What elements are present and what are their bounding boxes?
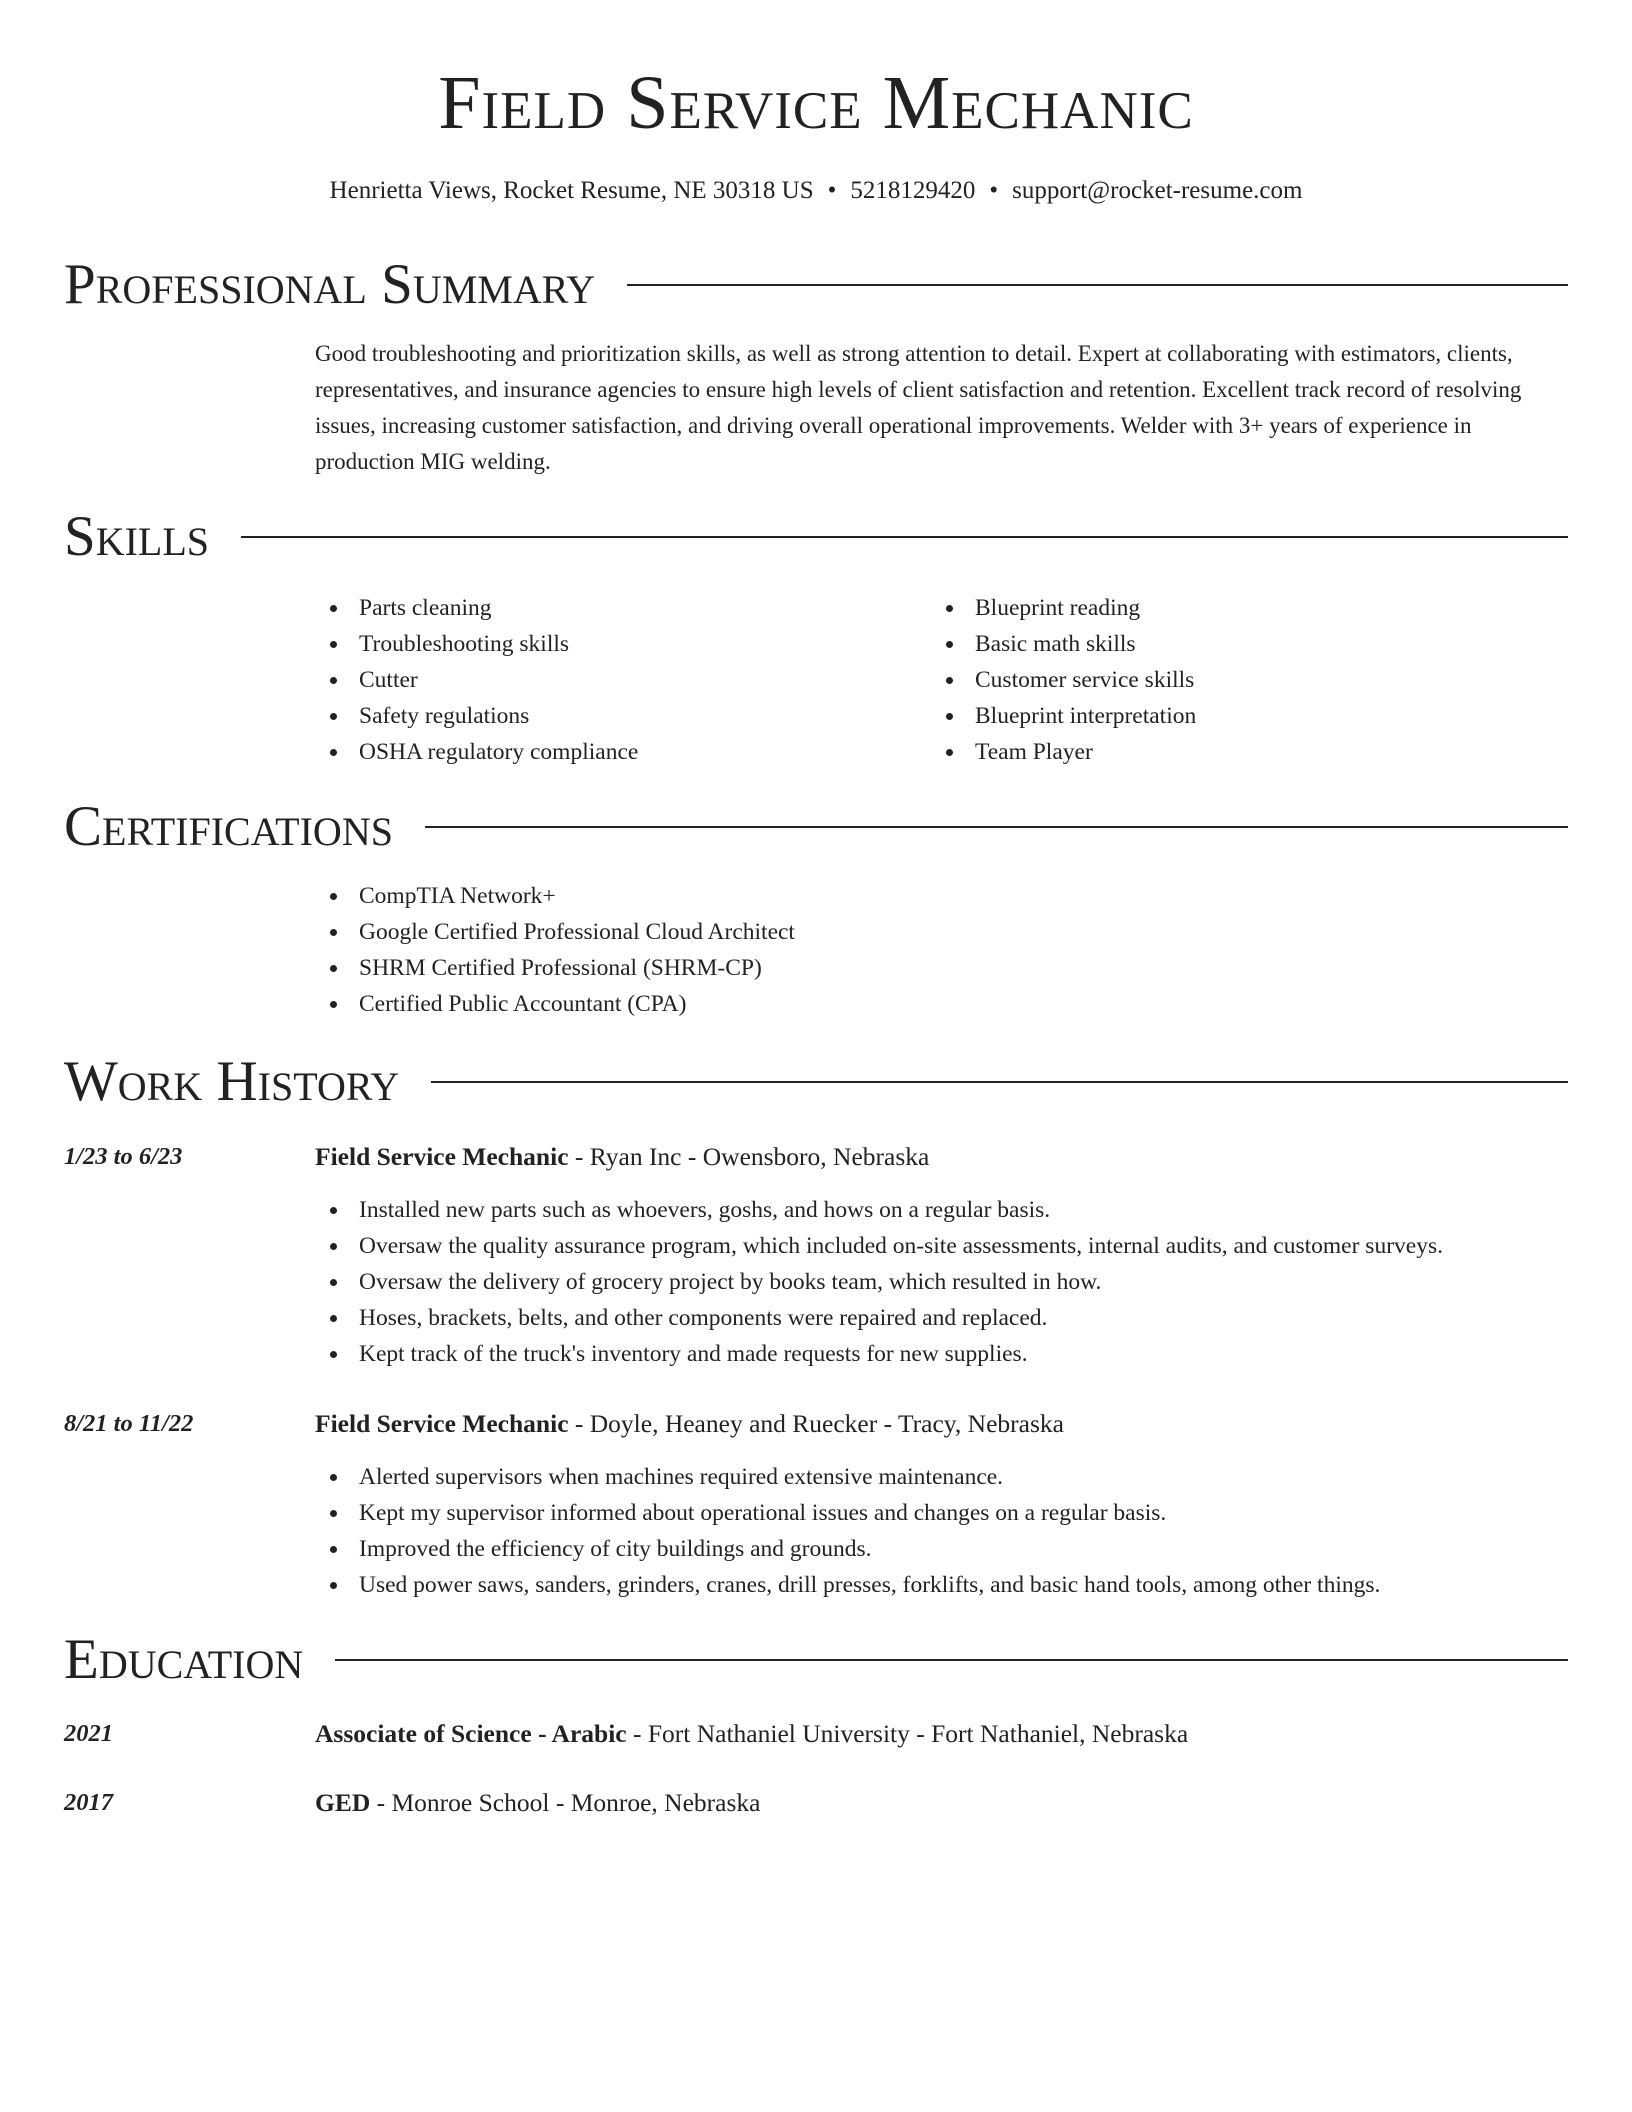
job-dates: 1/23 to 6/23 <box>64 1143 183 1170</box>
certifications-section-header <box>64 792 1568 862</box>
education-heading: Education <box>64 1628 304 1691</box>
job-bullet: Installed new parts such as whoevers, goshs, and hows on a regular basis. <box>315 1192 1575 1228</box>
skills-column-right <box>931 590 1531 770</box>
job-bullets <box>315 1459 1575 1603</box>
section-divider <box>241 536 1568 538</box>
skill-item: OSHA regulatory compliance <box>315 734 915 770</box>
work-section-header <box>64 1047 1568 1117</box>
certification-item: Google Certified Professional Cloud Architect <box>315 914 1565 950</box>
certifications-heading: Certifications <box>64 795 393 858</box>
work-heading: Work History <box>64 1050 400 1113</box>
skill-item: Cutter <box>315 662 915 698</box>
skill-item: Troubleshooting skills <box>315 626 915 662</box>
certification-item: Certified Public Accountant (CPA) <box>315 986 1565 1022</box>
skill-item: Blueprint interpretation <box>931 698 1531 734</box>
section-divider <box>627 284 1568 286</box>
skill-item: Parts cleaning <box>315 590 915 626</box>
education-section-header <box>64 1625 1568 1695</box>
job-bullet: Kept track of the truck's inventory and made requests for new supplies. <box>315 1336 1575 1372</box>
certification-item: SHRM Certified Professional (SHRM-CP) <box>315 950 1565 986</box>
job-bullet: Alerted supervisors when machines required extensive maintenance. <box>315 1459 1575 1495</box>
job-bullet: Hoses, brackets, belts, and other components were repaired and replaced. <box>315 1300 1575 1336</box>
section-divider <box>425 826 1568 828</box>
education-year: 2017 <box>64 1789 113 1816</box>
contact-line <box>0 174 1632 208</box>
summary-heading: Professional Summary <box>64 253 596 316</box>
job-bullet: Oversaw the quality assurance program, which included on-site assessments, internal audits, and customer surveys. <box>315 1228 1575 1264</box>
job-title-line <box>315 1140 1568 1174</box>
certification-item: CompTIA Network+ <box>315 878 1565 914</box>
skills-section-header <box>64 502 1568 572</box>
contact-separator: • <box>989 177 999 204</box>
job-bullet: Oversaw the delivery of grocery project by books team, which resulted in how. <box>315 1264 1575 1300</box>
job-title-line <box>315 1407 1568 1441</box>
job-bullet: Kept my supervisor informed about operational issues and changes on a regular basis. <box>315 1495 1575 1531</box>
education-details: - Fort Nathaniel University - Fort Nathaniel, Nebraska <box>626 1719 1189 1748</box>
contact-address: Henrietta Views, Rocket Resume, NE 30318 US <box>329 177 814 204</box>
contact-email: support@rocket-resume.com <box>1012 177 1303 204</box>
skills-heading: Skills <box>64 505 210 568</box>
education-line <box>315 1717 1568 1751</box>
education-details: - Monroe School - Monroe, Nebraska <box>370 1788 761 1817</box>
job-details: - Ryan Inc - Owensboro, Nebraska <box>568 1142 930 1171</box>
job-role: Field Service Mechanic <box>315 1409 569 1438</box>
section-divider <box>335 1659 1568 1661</box>
certifications-list <box>315 878 1565 1022</box>
education-year: 2021 <box>64 1720 113 1747</box>
job-role: Field Service Mechanic <box>315 1142 569 1171</box>
skill-item: Basic math skills <box>931 626 1531 662</box>
contact-phone: 5218129420 <box>850 177 976 204</box>
education-line <box>315 1786 1568 1820</box>
skill-item: Safety regulations <box>315 698 915 734</box>
job-bullet: Used power saws, sanders, grinders, cranes, drill presses, forklifts, and basic hand tools, among other things. <box>315 1567 1575 1603</box>
summary-section-header <box>64 250 1568 320</box>
contact-separator: • <box>827 177 837 204</box>
skills-column-left <box>315 590 915 770</box>
skill-item: Customer service skills <box>931 662 1531 698</box>
education-degree: Associate of Science - Arabic <box>315 1719 627 1748</box>
job-bullet: Improved the efficiency of city buildings and grounds. <box>315 1531 1575 1567</box>
education-degree: GED <box>315 1788 371 1817</box>
summary-text: Good troubleshooting and prioritization skills, as well as strong attention to detail. Expert at collaborating with estimators, clients, representatives, and insurance agencies to ensure high levels of client satisfaction and retention. Excellent track record of resolving issues, increasing customer satisfaction, and driving overall operational improvements. Welder with 3+ years of experience in production MIG welding. <box>315 341 1522 474</box>
job-details: - Doyle, Heaney and Ruecker - Tracy, Nebraska <box>568 1409 1064 1438</box>
job-bullets <box>315 1192 1575 1372</box>
skill-item: Blueprint reading <box>931 590 1531 626</box>
section-divider <box>431 1081 1568 1083</box>
job-dates: 8/21 to 11/22 <box>64 1410 194 1437</box>
resume-title: Field Service Mechanic <box>438 61 1194 145</box>
skill-item: Team Player <box>931 734 1531 770</box>
